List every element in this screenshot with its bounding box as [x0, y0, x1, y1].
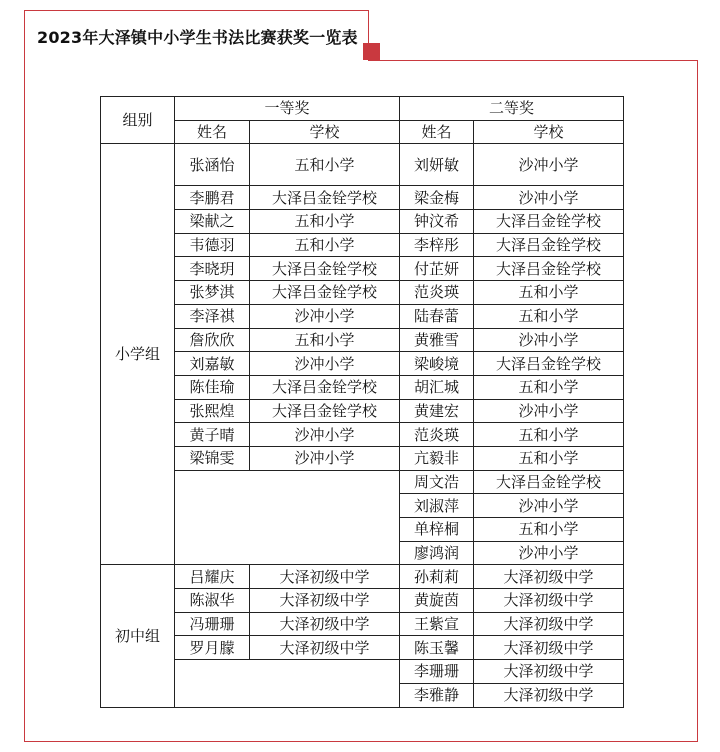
primary-row [101, 281, 624, 305]
second-prize-school: 大泽吕金铨学校 [474, 257, 624, 281]
first-prize-name: 吕耀庆 [175, 565, 250, 589]
empty-first-prize-cell [175, 660, 400, 707]
first-prize-name: 韦德羽 [175, 233, 250, 257]
primary-row [101, 233, 624, 257]
header-row-1 [101, 97, 624, 121]
second-prize-name: 黄雅雪 [400, 328, 474, 352]
second-prize-school: 五和小学 [474, 304, 624, 328]
second-prize-school: 沙冲小学 [474, 541, 624, 565]
first-prize-school: 大泽吕金铨学校 [250, 399, 400, 423]
second-prize-name: 付芷妍 [400, 257, 474, 281]
second-prize-name: 黄建宏 [400, 399, 474, 423]
page-title: 2023年大泽镇中小学生书法比赛获奖一览表 [37, 27, 358, 47]
second-prize-name: 李珊珊 [400, 660, 474, 684]
second-prize-school: 五和小学 [474, 518, 624, 542]
first-prize-name: 张涵怡 [175, 144, 250, 186]
header-row-2 [101, 120, 624, 144]
second-prize-school: 大泽初级中学 [474, 612, 624, 636]
second-prize-name: 钟汶希 [400, 210, 474, 234]
primary-row [101, 470, 624, 494]
second-prize-name: 胡汇城 [400, 375, 474, 399]
second-prize-school: 五和小学 [474, 446, 624, 470]
first-prize-name: 梁献之 [175, 210, 250, 234]
second-prize-school: 大泽初级中学 [474, 636, 624, 660]
second-prize-name: 梁金梅 [400, 186, 474, 210]
first-prize-name: 梁锦雯 [175, 446, 250, 470]
second-prize-school: 大泽初级中学 [474, 589, 624, 613]
primary-row [101, 446, 624, 470]
first-prize-name: 李鹏君 [175, 186, 250, 210]
first-prize-school: 五和小学 [250, 233, 400, 257]
primary-row [101, 375, 624, 399]
middle-row [101, 565, 624, 589]
second-prize-school: 沙冲小学 [474, 328, 624, 352]
second-prize-school: 大泽吕金铨学校 [474, 233, 624, 257]
second-prize-name: 刘淑萍 [400, 494, 474, 518]
group-label: 小学组 [101, 144, 175, 565]
award-table [100, 96, 624, 708]
second-prize-name: 范炎瑛 [400, 423, 474, 447]
first-prize-school: 大泽吕金铨学校 [250, 281, 400, 305]
first-prize-name: 张梦淇 [175, 281, 250, 305]
first-prize-school: 大泽吕金铨学校 [250, 257, 400, 281]
award-table-body [101, 97, 624, 708]
header-second-school: 学校 [474, 120, 624, 144]
first-prize-school: 大泽吕金铨学校 [250, 186, 400, 210]
header-first-name: 姓名 [175, 120, 250, 144]
first-prize-name: 黄子晴 [175, 423, 250, 447]
second-prize-name: 亢毅非 [400, 446, 474, 470]
first-prize-name: 陈佳瑜 [175, 375, 250, 399]
second-prize-school: 大泽吕金铨学校 [474, 352, 624, 376]
second-prize-school: 五和小学 [474, 423, 624, 447]
primary-row [101, 423, 624, 447]
second-prize-school: 沙冲小学 [474, 144, 624, 186]
first-prize-school: 五和小学 [250, 144, 400, 186]
primary-row [101, 328, 624, 352]
primary-row [101, 210, 624, 234]
primary-row [101, 304, 624, 328]
title-box [24, 10, 369, 61]
first-prize-school: 大泽初级中学 [250, 565, 400, 589]
second-prize-name: 陆春蕾 [400, 304, 474, 328]
primary-row [101, 257, 624, 281]
first-prize-school: 大泽初级中学 [250, 636, 400, 660]
second-prize-name: 孙莉莉 [400, 565, 474, 589]
middle-row [101, 660, 624, 684]
first-prize-name: 李泽祺 [175, 304, 250, 328]
first-prize-school: 沙冲小学 [250, 446, 400, 470]
first-prize-school: 五和小学 [250, 210, 400, 234]
second-prize-name: 刘妍敏 [400, 144, 474, 186]
second-prize-name: 周文浩 [400, 470, 474, 494]
second-prize-school: 沙冲小学 [474, 399, 624, 423]
second-prize-name: 王紫宣 [400, 612, 474, 636]
second-prize-school: 五和小学 [474, 375, 624, 399]
first-prize-school: 五和小学 [250, 328, 400, 352]
second-prize-school: 大泽初级中学 [474, 565, 624, 589]
primary-row [101, 352, 624, 376]
second-prize-school: 五和小学 [474, 281, 624, 305]
title-corner-marker [363, 43, 380, 60]
first-prize-school: 沙冲小学 [250, 423, 400, 447]
first-prize-school: 沙冲小学 [250, 352, 400, 376]
first-prize-school: 大泽初级中学 [250, 612, 400, 636]
middle-row [101, 612, 624, 636]
second-prize-name: 单梓桐 [400, 518, 474, 542]
second-prize-name: 黄旋茵 [400, 589, 474, 613]
first-prize-name: 詹欣欣 [175, 328, 250, 352]
first-prize-name: 张熙煌 [175, 399, 250, 423]
first-prize-school: 大泽初级中学 [250, 589, 400, 613]
middle-row [101, 589, 624, 613]
primary-row [101, 144, 624, 186]
empty-first-prize-cell [175, 470, 400, 565]
group-label: 初中组 [101, 565, 175, 707]
second-prize-name: 梁峻境 [400, 352, 474, 376]
second-prize-name: 范炎瑛 [400, 281, 474, 305]
header-first-prize: 一等奖 [175, 97, 400, 121]
middle-row [101, 636, 624, 660]
first-prize-school: 大泽吕金铨学校 [250, 375, 400, 399]
second-prize-name: 陈玉馨 [400, 636, 474, 660]
second-prize-school: 大泽初级中学 [474, 660, 624, 684]
second-prize-school: 沙冲小学 [474, 494, 624, 518]
primary-row [101, 399, 624, 423]
first-prize-name: 陈淑华 [175, 589, 250, 613]
second-prize-school: 大泽吕金铨学校 [474, 470, 624, 494]
first-prize-name: 李晓玥 [175, 257, 250, 281]
second-prize-name: 李雅静 [400, 683, 474, 707]
second-prize-name: 廖鸿润 [400, 541, 474, 565]
second-prize-school: 大泽初级中学 [474, 683, 624, 707]
first-prize-school: 沙冲小学 [250, 304, 400, 328]
primary-row [101, 186, 624, 210]
header-first-school: 学校 [250, 120, 400, 144]
second-prize-school: 大泽吕金铨学校 [474, 210, 624, 234]
first-prize-name: 冯珊珊 [175, 612, 250, 636]
header-group: 组别 [101, 97, 175, 144]
first-prize-name: 罗月朦 [175, 636, 250, 660]
second-prize-name: 李梓彤 [400, 233, 474, 257]
header-second-name: 姓名 [400, 120, 474, 144]
first-prize-name: 刘嘉敏 [175, 352, 250, 376]
header-second-prize: 二等奖 [400, 97, 624, 121]
second-prize-school: 沙冲小学 [474, 186, 624, 210]
